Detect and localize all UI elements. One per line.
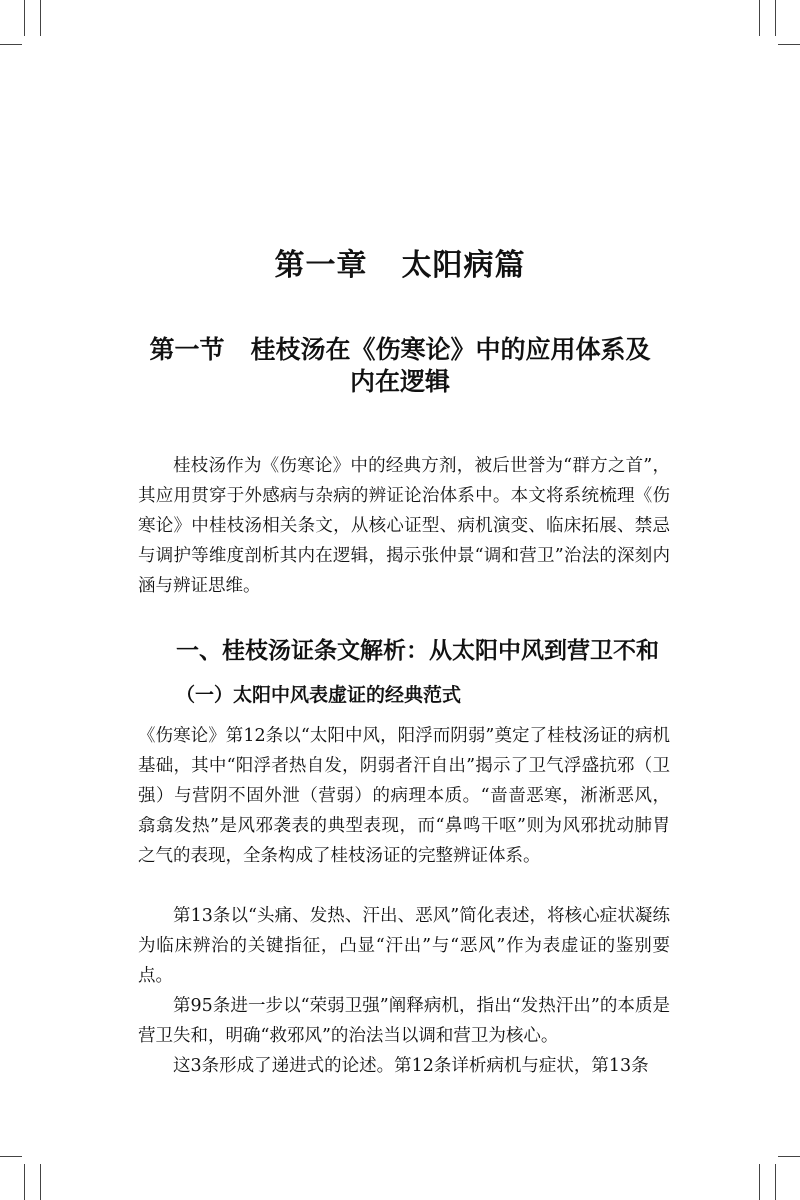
section-title-line2: 内在逻辑 [349, 367, 450, 396]
body-paragraph: 第95条进一步以“荣弱卫强”阐释病机，指出“发热汗出”的本质是营卫失和，明确“救邪风”的治法当以调和营卫为核心。 [138, 996, 670, 1046]
body-paragraph: 第13条以“头痛、发热、汗出、恶风”简化表述，将核心症状凝练为临床辨治的关键指征，凸显“汗出”与“恶风”作为表虚证的鉴别要点。 [138, 906, 670, 986]
chapter-name: 太阳病篇 [401, 248, 526, 283]
chapter-label: 第一章 [274, 248, 368, 283]
section-title [0, 334, 800, 398]
crop-mark [24, 0, 25, 36]
crop-mark [775, 1164, 776, 1200]
crop-mark [775, 0, 776, 36]
crop-mark [0, 1156, 22, 1157]
section-title-line1: 桂枝汤在《伤寒论》中的应用体系及 [250, 335, 651, 364]
crop-mark [759, 1164, 760, 1200]
heading-level-2: （一）太阳中风表虚证的经典范式 [176, 684, 462, 706]
crop-mark [24, 1164, 25, 1200]
crop-mark [40, 1164, 41, 1200]
intro-paragraph: 桂枝汤作为《伤寒论》中的经典方剂，被后世誉为“群方之首”，其应用贯穿于外感病与杂病的辨证论治体系中。本文将系统梳理《伤寒论》中桂枝汤相关条文，从核心证型、病机演变、临床拓展、禁忌与调护等维度剖析其内在逻辑，揭示张仲景“调和营卫”治法的深刻内涵与辨证思维。 [138, 456, 670, 596]
body-paragraph: 《伤寒论》第12条以“太阳中风，阳浮而阴弱”奠定了桂枝汤证的病机基础，其中“阳浮者热自发，阴弱者汗自出”揭示了卫气浮盛抗邪（卫强）与营阴不固外泄（营弱）的病理本质。“啬啬恶寒，淅淅恶风，翕翕发热”是风邪袭表的典型表现，而“鼻鸣干呕”则为风邪扰动肺胃之气的表现，全条构成了桂枝汤证的完整辨证体系。 [138, 726, 670, 866]
crop-mark [0, 44, 22, 45]
chapter-title [0, 240, 800, 284]
crop-mark [778, 1156, 800, 1157]
crop-mark [40, 0, 41, 36]
crop-mark [759, 0, 760, 36]
crop-mark [778, 44, 800, 45]
section-label: 第一节 [149, 335, 225, 364]
heading-level-1: 一、桂枝汤证条文解析：从太阳中风到营卫不和 [176, 638, 659, 664]
body-paragraph: 这3条形成了递进式的论述。第12条详析病机与症状，第13条 [173, 1056, 649, 1076]
